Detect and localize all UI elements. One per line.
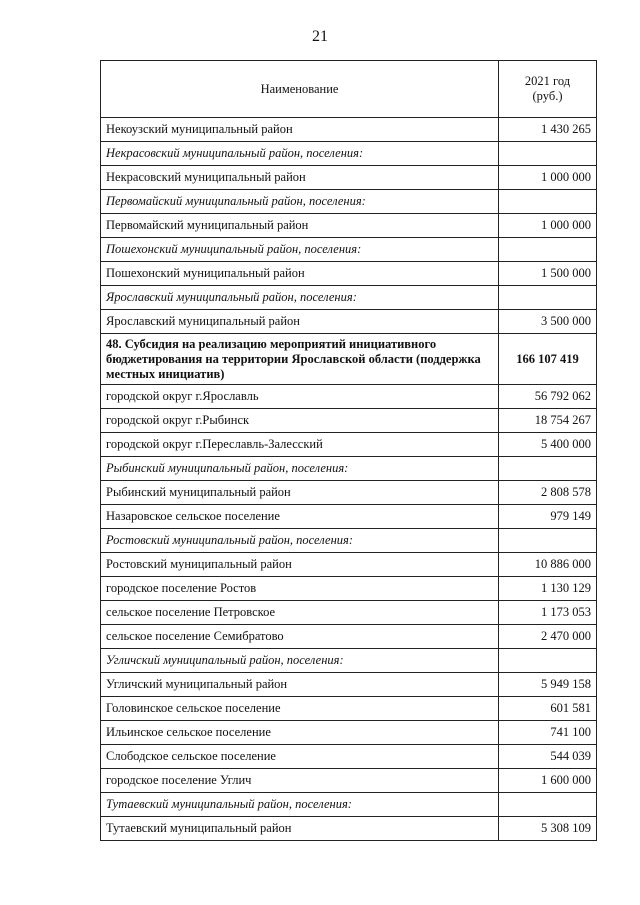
table-row	[101, 385, 597, 409]
row-name: сельское поселение Семибратово	[101, 625, 499, 649]
table-row	[101, 334, 597, 385]
row-name: городское поселение Ростов	[101, 577, 499, 601]
row-value: 1 000 000	[499, 214, 597, 238]
table-row	[101, 745, 597, 769]
row-value: 1 130 129	[499, 577, 597, 601]
table-row	[101, 697, 597, 721]
table-row	[101, 769, 597, 793]
table-section-row	[101, 190, 597, 214]
row-value: 1 173 053	[499, 601, 597, 625]
table-row	[101, 673, 597, 697]
table-row	[101, 553, 597, 577]
row-name: Назаровское сельское поселение	[101, 505, 499, 529]
table-section-row	[101, 793, 597, 817]
table-row	[101, 721, 597, 745]
row-value: 2 808 578	[499, 481, 597, 505]
row-name: городской округ г.Переславль-Залесский	[101, 433, 499, 457]
row-name: Угличский муниципальный район	[101, 673, 499, 697]
row-value: 3 500 000	[499, 310, 597, 334]
page-number: 21	[312, 28, 328, 45]
table-header-row	[101, 61, 597, 118]
row-name: Ильинское сельское поселение	[101, 721, 499, 745]
row-name: Слободское сельское поселение	[101, 745, 499, 769]
row-name: Первомайский муниципальный район, поселения:	[101, 190, 499, 214]
table-section-row	[101, 238, 597, 262]
table-row	[101, 577, 597, 601]
table-row	[101, 505, 597, 529]
row-name: городское поселение Углич	[101, 769, 499, 793]
table-section-row	[101, 529, 597, 553]
row-value	[499, 649, 597, 673]
table-section-row	[101, 649, 597, 673]
row-value	[499, 793, 597, 817]
row-value	[499, 529, 597, 553]
row-value: 5 308 109	[499, 817, 597, 841]
row-name: Головинское сельское поселение	[101, 697, 499, 721]
row-value	[499, 286, 597, 310]
row-name: Некрасовский муниципальный район, поселения:	[101, 142, 499, 166]
table-row	[101, 433, 597, 457]
table-section-row	[101, 286, 597, 310]
row-name: Рыбинский муниципальный район	[101, 481, 499, 505]
row-value	[499, 142, 597, 166]
row-value: 18 754 267	[499, 409, 597, 433]
table-row	[101, 214, 597, 238]
row-value: 1 000 000	[499, 166, 597, 190]
row-name: 48. Субсидия на реализацию мероприятий инициативного бюджетирования на территории Ярославской области (поддержка местных инициатив)	[101, 334, 499, 385]
row-name: Тутаевский муниципальный район, поселения:	[101, 793, 499, 817]
row-name: городской округ г.Рыбинск	[101, 409, 499, 433]
row-value: 10 886 000	[499, 553, 597, 577]
row-name: Ярославский муниципальный район, поселения:	[101, 286, 499, 310]
row-value	[499, 238, 597, 262]
row-value: 5 400 000	[499, 433, 597, 457]
table-row	[101, 625, 597, 649]
budget-table	[100, 60, 597, 841]
row-value: 166 107 419	[499, 334, 597, 385]
row-value: 979 149	[499, 505, 597, 529]
row-name: городской округ г.Ярославль	[101, 385, 499, 409]
row-name: Пошехонский муниципальный район, поселения:	[101, 238, 499, 262]
table-row	[101, 118, 597, 142]
table-row	[101, 262, 597, 286]
table-row	[101, 481, 597, 505]
header-year-label: 2021 год	[524, 74, 571, 88]
row-value: 5 949 158	[499, 673, 597, 697]
row-name: Некрасовский муниципальный район	[101, 166, 499, 190]
row-name: Рыбинский муниципальный район, поселения:	[101, 457, 499, 481]
row-value: 1 430 265	[499, 118, 597, 142]
table-row	[101, 166, 597, 190]
table-row	[101, 817, 597, 841]
row-name: Угличский муниципальный район, поселения:	[101, 649, 499, 673]
row-value	[499, 190, 597, 214]
row-value: 741 100	[499, 721, 597, 745]
row-value	[499, 457, 597, 481]
row-name: Ростовский муниципальный район	[101, 553, 499, 577]
row-name: Тутаевский муниципальный район	[101, 817, 499, 841]
table-body	[101, 118, 597, 841]
row-value: 1 500 000	[499, 262, 597, 286]
row-value: 56 792 062	[499, 385, 597, 409]
header-year	[499, 61, 597, 118]
row-value: 2 470 000	[499, 625, 597, 649]
table-row	[101, 409, 597, 433]
row-value: 1 600 000	[499, 769, 597, 793]
table-section-row	[101, 457, 597, 481]
row-name: Ярославский муниципальный район	[101, 310, 499, 334]
table-row	[101, 310, 597, 334]
row-name: Первомайский муниципальный район	[101, 214, 499, 238]
row-name: сельское поселение Петровское	[101, 601, 499, 625]
header-unit-label: (руб.)	[532, 89, 563, 103]
row-value: 601 581	[499, 697, 597, 721]
table-row	[101, 601, 597, 625]
header-name: Наименование	[101, 61, 499, 118]
row-name: Некоузский муниципальный район	[101, 118, 499, 142]
row-value: 544 039	[499, 745, 597, 769]
row-name: Ростовский муниципальный район, поселения:	[101, 529, 499, 553]
table-section-row	[101, 142, 597, 166]
row-name: Пошехонский муниципальный район	[101, 262, 499, 286]
